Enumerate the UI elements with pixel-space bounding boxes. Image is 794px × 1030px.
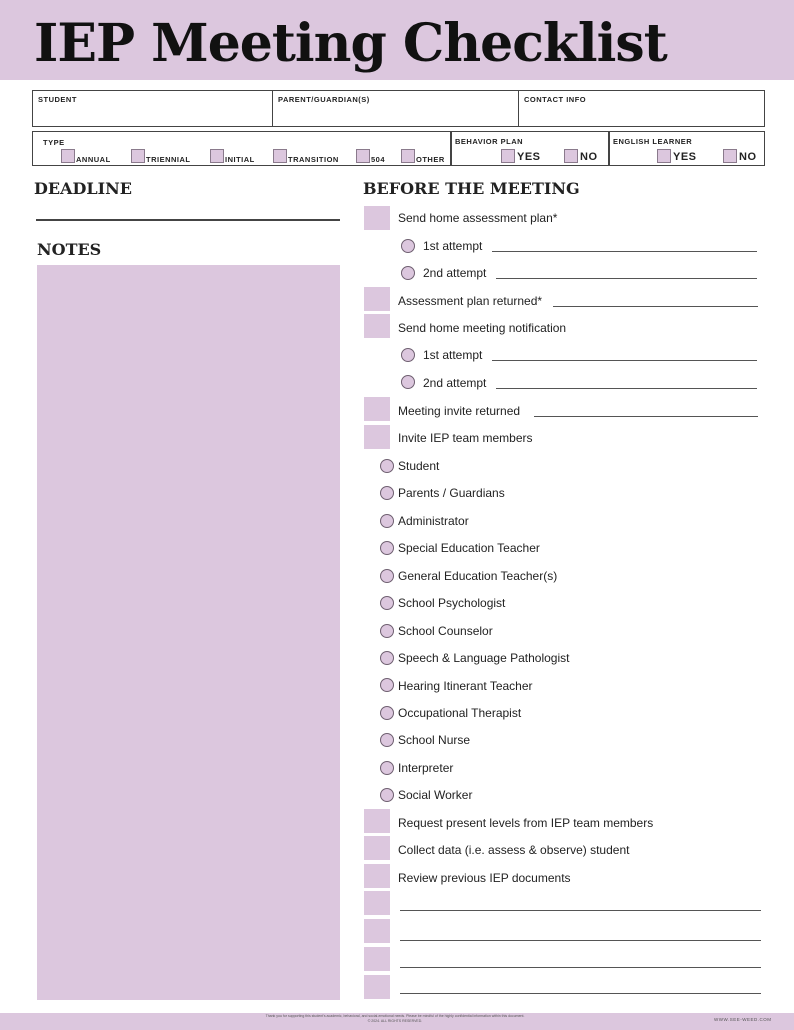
- notes-heading: NOTES: [37, 240, 102, 259]
- deadline-heading: DEADLINE: [34, 179, 132, 198]
- collect-data-label: Collect data (i.e. assess & observe) student: [398, 843, 630, 857]
- english-learner-label: ENGLISH LEARNER: [613, 137, 693, 146]
- radio-member-interpreter[interactable]: [380, 761, 394, 775]
- blank-line[interactable]: [400, 940, 761, 941]
- radio-member-nurse[interactable]: [380, 733, 394, 747]
- member-label: Parents / Guardians: [398, 486, 505, 500]
- checkbox-request-levels[interactable]: [364, 809, 390, 833]
- member-label: Special Education Teacher: [398, 541, 540, 555]
- review-docs-label: Review previous IEP documents: [398, 871, 571, 885]
- english-learner-yes[interactable]: YES: [657, 149, 697, 163]
- page-title: IEP Meeting Checklist: [34, 13, 667, 74]
- deadline-field[interactable]: [36, 219, 340, 221]
- checkbox[interactable]: [657, 149, 671, 163]
- member-label: Social Worker: [398, 788, 473, 802]
- divider: [608, 132, 610, 165]
- blank-line[interactable]: [400, 993, 761, 994]
- checkbox-blank-4[interactable]: [364, 975, 390, 999]
- blank-line[interactable]: [400, 967, 761, 968]
- notes-area[interactable]: [37, 265, 340, 1000]
- type-label: TYPE: [43, 138, 65, 147]
- radio-attempt-1[interactable]: [401, 239, 415, 253]
- radio-member-gened-teacher[interactable]: [380, 569, 394, 583]
- member-label: General Education Teacher(s): [398, 569, 558, 583]
- member-label: Student: [398, 459, 440, 473]
- assessment-returned-line[interactable]: [553, 306, 758, 307]
- type-option-504[interactable]: 504: [356, 149, 385, 163]
- checkbox-blank-3[interactable]: [364, 947, 390, 971]
- member-label: Administrator: [398, 514, 469, 528]
- student-label: STUDENT: [38, 95, 77, 104]
- divider: [450, 132, 452, 165]
- member-label: Interpreter: [398, 761, 454, 775]
- checkbox[interactable]: [356, 149, 370, 163]
- member-label: School Psychologist: [398, 596, 506, 610]
- send-assessment-label: Send home assessment plan*: [398, 211, 558, 225]
- checkbox-blank-1[interactable]: [364, 891, 390, 915]
- radio-member-parents[interactable]: [380, 486, 394, 500]
- attempt-2b-line[interactable]: [496, 388, 757, 389]
- radio-member-student[interactable]: [380, 459, 394, 473]
- checkbox[interactable]: [501, 149, 515, 163]
- radio-member-administrator[interactable]: [380, 514, 394, 528]
- footer-note: [160, 1014, 630, 1024]
- checkbox-review-docs[interactable]: [364, 864, 390, 888]
- radio-attempt-2[interactable]: [401, 266, 415, 280]
- footer-line-2: © 2024. ALL RIGHTS RESERVED.: [367, 1019, 423, 1023]
- contact-label: CONTACT INFO: [524, 95, 587, 104]
- behavior-plan-label: BEHAVIOR PLAN: [455, 137, 524, 146]
- assessment-returned-label: Assessment plan returned*: [398, 294, 543, 308]
- checkbox-invite-returned[interactable]: [364, 397, 390, 421]
- contact-field[interactable]: [519, 91, 764, 126]
- behavior-plan-yes[interactable]: YES: [501, 149, 541, 163]
- invite-returned-line[interactable]: [534, 416, 758, 417]
- radio-member-counselor[interactable]: [380, 624, 394, 638]
- send-notification-label: Send home meeting notification: [398, 321, 567, 335]
- radio-member-psychologist[interactable]: [380, 596, 394, 610]
- member-label: Occupational Therapist: [398, 706, 522, 720]
- member-label: School Counselor: [398, 624, 493, 638]
- checkbox-assessment-returned[interactable]: [364, 287, 390, 311]
- attempt-2b-label: 2nd attempt: [423, 376, 487, 390]
- checkbox[interactable]: [210, 149, 224, 163]
- checkbox-send-assessment[interactable]: [364, 206, 390, 230]
- attempt-1b-label: 1st attempt: [423, 348, 483, 362]
- radio-member-sped-teacher[interactable]: [380, 541, 394, 555]
- checkbox[interactable]: [131, 149, 145, 163]
- type-row: [32, 131, 765, 166]
- checkbox-send-notification[interactable]: [364, 314, 390, 338]
- parent-label: PARENT/GUARDIAN(S): [278, 95, 370, 104]
- request-levels-label: Request present levels from IEP team members: [398, 816, 654, 830]
- type-option-other[interactable]: OTHER: [401, 149, 445, 163]
- parent-field[interactable]: [273, 91, 519, 126]
- attempt-1b-line[interactable]: [492, 360, 757, 361]
- attempt-2-label: 2nd attempt: [423, 266, 487, 280]
- checkbox[interactable]: [273, 149, 287, 163]
- attempt-1-line[interactable]: [492, 251, 757, 252]
- checkbox-collect-data[interactable]: [364, 836, 390, 860]
- checkbox-invite-team[interactable]: [364, 425, 390, 449]
- radio-member-ot[interactable]: [380, 706, 394, 720]
- radio-member-slp[interactable]: [380, 651, 394, 665]
- radio-attempt-2b[interactable]: [401, 375, 415, 389]
- footer-line-1: Thank you for supporting this student's academic, behavioral, and social-emotional needs. Please be mindful of the highly confidential information within this document.: [265, 1014, 525, 1018]
- attempt-2-line[interactable]: [496, 278, 757, 279]
- type-option-transition[interactable]: TRANSITION: [273, 149, 339, 163]
- before-meeting-heading: BEFORE THE MEETING: [363, 179, 580, 198]
- member-label: Speech & Language Pathologist: [398, 651, 570, 665]
- blank-line[interactable]: [400, 910, 761, 911]
- footer-url: WWW.SEE-WEED.COM: [714, 1017, 772, 1022]
- checkbox[interactable]: [564, 149, 578, 163]
- member-label: School Nurse: [398, 733, 471, 747]
- checkbox[interactable]: [61, 149, 75, 163]
- radio-member-social-worker[interactable]: [380, 788, 394, 802]
- type-option-annual[interactable]: ANNUAL: [61, 149, 111, 163]
- type-option-initial[interactable]: INITIAL: [210, 149, 255, 163]
- checkbox[interactable]: [401, 149, 415, 163]
- member-label: Hearing Itinerant Teacher: [398, 679, 533, 693]
- invite-returned-label: Meeting invite returned: [398, 404, 521, 418]
- type-option-triennial[interactable]: TRIENNIAL: [131, 149, 191, 163]
- student-field[interactable]: [33, 91, 273, 126]
- radio-attempt-1b[interactable]: [401, 348, 415, 362]
- english-learner-no[interactable]: NO: [723, 149, 757, 163]
- invite-team-label: Invite IEP team members: [398, 431, 533, 445]
- behavior-plan-no[interactable]: NO: [564, 149, 598, 163]
- info-row: [32, 90, 765, 127]
- checkbox[interactable]: [723, 149, 737, 163]
- attempt-1-label: 1st attempt: [423, 239, 483, 253]
- checkbox-blank-2[interactable]: [364, 919, 390, 943]
- radio-member-hearing[interactable]: [380, 678, 394, 692]
